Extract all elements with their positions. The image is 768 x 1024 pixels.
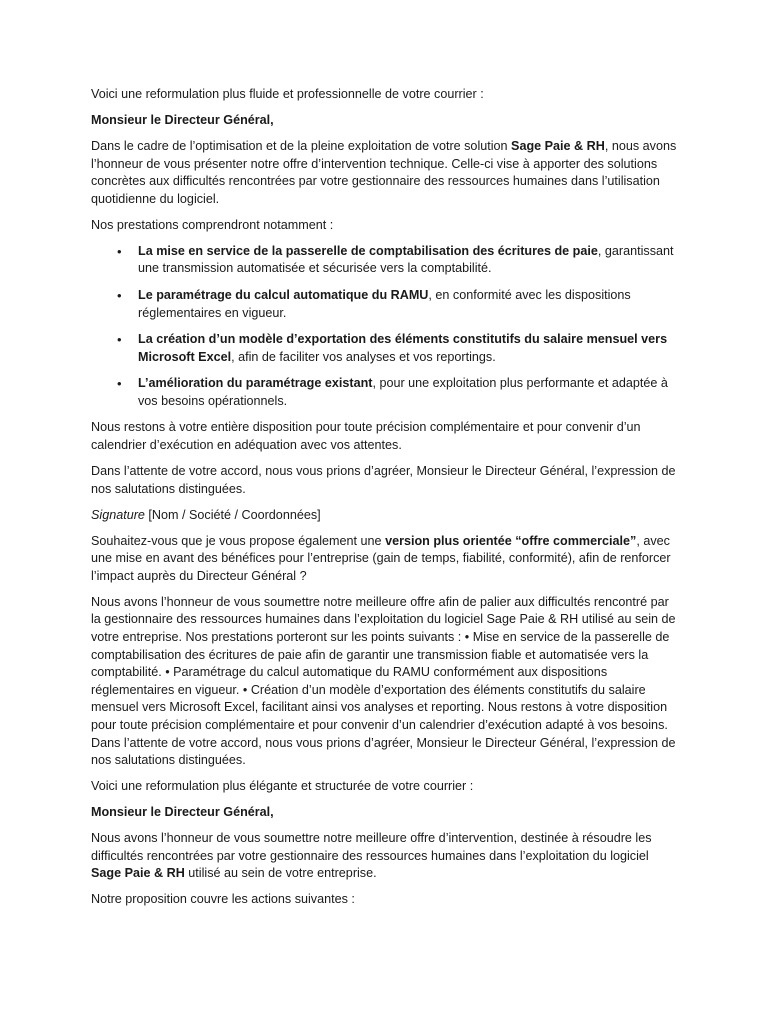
intro-paragraph: Voici une reformulation plus fluide et professionnelle de votre courrier : [91,87,484,101]
suggestion-paragraph [91,533,677,586]
offer-product-name: Sage Paie & RH [91,866,185,881]
context-text-start: Dans le cadre de l’optimisation et de la pleine exploitation de votre solution [91,138,512,153]
list-item-text: , afin de faciliter vos analyses et vos reportings. [231,349,496,364]
list-item-title: La création d’un modèle d’exportation des éléments constitutifs du salaire mensuel vers Microsoft Excel [138,332,668,364]
bullet-icon: • [117,287,122,303]
bullet-icon: • [117,376,122,392]
services-intro: Nos prestations comprendront notamment : [91,217,334,232]
actions-intro: Notre proposition couvre les actions suivantes : [91,892,355,907]
original-draft-paragraph: Nous avons l’honneur de vous soumettre notre meilleure offre afin de palier aux difficultés rencontré par la gestionnaire des ressources humaines dans l’exploitation du logiciel Sage Paie & RH utilisé au sein de votre entreprise. Nos prestations porteront sur les points suivants : • Mise en service de la passerelle de comptabilisation des écritures de paie afin de garantir une transmission fiable et automatisée vers la comptabilité. • Paramétrage du calcul automatique du RAMU conformément aux dispositions réglementaires en vigueur. • Création d’un modèle d’exportation des éléments constitutifs du salaire mensuel vers Microsoft Excel, facilitant ainsi vos analyses et reporting. Nous restons à votre disposition pour toute précision complémentaire et pour convenir d’un calendrier d’exécution adapté à vos besoins. Dans l’attente de votre accord, nous vous prions d’agréer, Monsieur le Directeur Général, l’expression de nos salutations distinguées. [91,594,676,768]
list-item [91,375,677,410]
list-item-text: , en conformité avec les dispositions réglementaires en vigueur. [138,287,631,320]
document-page [91,86,677,917]
salutation-heading: Monsieur le Directeur Général, [91,112,274,127]
offer-paragraph [91,830,677,883]
second-intro-paragraph: Voici une reformulation plus élégante et structurée de votre courrier : [91,779,474,794]
list-item [91,243,677,278]
list-item-title: La mise en service de la passerelle de comptabilisation des écritures de paie [138,243,598,258]
context-paragraph [91,138,677,208]
services-list [91,243,677,411]
offer-text-end: utilisé au sein de votre entreprise. [184,866,377,881]
signature-placeholder: [Nom / Société / Coordonnées] [144,507,321,522]
list-item-title: L’amélioration du paramétrage existant [138,376,373,391]
signature-line [91,507,677,525]
offer-text-start: Nous avons l’honneur de vous soumettre notre meilleure offre d’intervention, destinée à résoudre les difficultés rencontrées par votre gestionnaire des ressources humaines dans l’exploitation du logiciel [91,831,652,863]
list-item-text: , garantissant une transmission automatisée et sécurisée vers la comptabilité. [138,243,674,276]
suggestion-highlight: version plus orientée “offre commerciale” [385,533,637,548]
suggestion-text-end: , avec une mise en avant des bénéfices pour l’entreprise (gain de temps, fiabilité, conformité), afin de renforcer l’impact auprès du Directeur Général ? [91,533,671,583]
suggestion-text-start: Souhaitez-vous que je vous propose également une [91,533,386,548]
list-item [91,287,677,322]
list-item-title: Le paramétrage du calcul automatique du RAMU [138,287,429,302]
context-text-end: , nous avons l’honneur de vous présenter notre offre d’intervention technique. Celle-ci vise à apporter des solutions concrètes aux difficultés rencontrées par votre gestionnaire des ressources humaines dans l’utilisation quotidienne du logiciel. [91,138,677,206]
product-name: Sage Paie & RH [511,138,605,153]
bullet-icon: • [117,332,122,348]
availability-paragraph: Nous restons à votre entière disposition pour toute précision complémentaire et pour convenir d’un calendrier d’exécution en adéquation avec vos attentes. [91,420,641,453]
second-salutation-heading: Monsieur le Directeur Général, [91,805,274,820]
list-item-text: , pour une exploitation plus performante et adaptée à vos besoins opérationnels. [138,376,668,408]
list-item [91,331,677,366]
signature-label: Signature [91,507,145,522]
bullet-icon: • [117,243,122,259]
closing-paragraph: Dans l’attente de votre accord, nous vous prions d’agréer, Monsieur le Directeur Général, l’expression de nos salutations distinguées. [91,464,676,496]
